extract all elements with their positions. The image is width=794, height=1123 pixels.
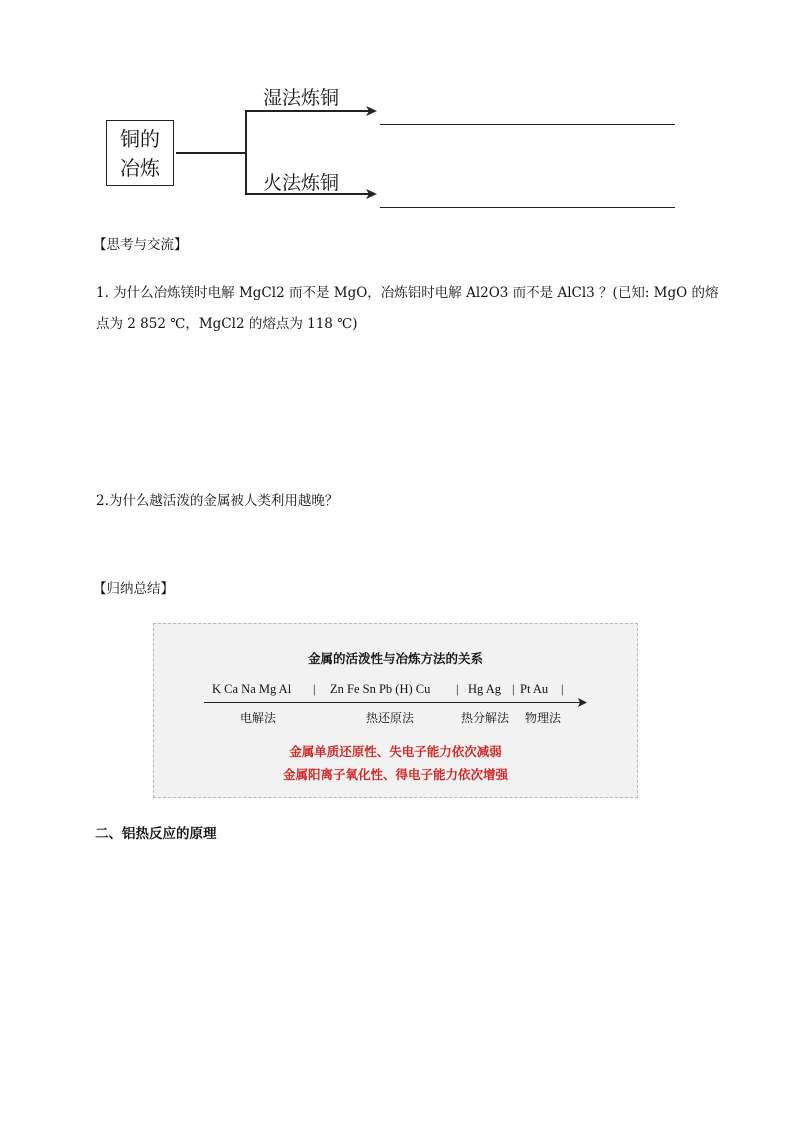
bottom-arrowhead-icon: [366, 188, 378, 200]
branch-label-wet: 湿法炼铜: [263, 87, 340, 109]
box-line-1: 铜的: [120, 127, 160, 151]
method-thermal-reduction: 热还原法: [366, 711, 415, 725]
section-2-heading: 二、铝热反应的原理: [95, 826, 217, 842]
question-1-line-1: 1. 为什么冶炼镁时电解 MgCl2 而不是 MgO，冶炼铝时电解 Al2O3 而不是 AlCl3 ？(已知: MgO 的熔: [96, 285, 719, 301]
summary-heading: 【归纳总结】: [93, 581, 174, 597]
metal-group-3: Hg Ag: [468, 682, 501, 696]
top-branch-line: [245, 110, 370, 112]
method-thermal-decomposition: 热分解法: [461, 711, 510, 725]
summary-title: 金属的活泼性与冶炼方法的关系: [307, 651, 483, 666]
separator-2: |: [456, 682, 459, 696]
answer-line-fire: [380, 207, 675, 208]
metal-group-1: K Ca Na Mg Al: [212, 682, 292, 696]
oxidizability-trend: 金属阳离子氧化性、得电子能力依次增强: [282, 767, 508, 782]
diagram-root-box: [106, 120, 174, 186]
connector-vertical: [245, 110, 247, 194]
separator-1: |: [313, 682, 316, 696]
answer-line-wet: [380, 124, 675, 125]
activity-axis-line: [204, 702, 582, 703]
metal-group-2: Zn Fe Sn Pb (H) Cu: [330, 682, 431, 696]
separator-4: |: [561, 682, 564, 696]
think-discuss-heading: 【思考与交流】: [93, 237, 188, 253]
connector-horizontal: [176, 152, 246, 154]
summary-box: [153, 623, 638, 798]
separator-3: |: [512, 682, 515, 696]
method-physical: 物理法: [525, 711, 562, 725]
metal-group-4: Pt Au: [520, 682, 549, 696]
box-line-2: 冶炼: [120, 156, 160, 180]
top-arrowhead-icon: [366, 105, 378, 117]
question-2: 2.为什么越活泼的金属被人类利用越晚？: [96, 493, 339, 509]
branch-label-fire: 火法炼铜: [263, 172, 340, 194]
method-electrolysis: 电解法: [240, 711, 277, 725]
activity-axis-arrow-icon: [578, 698, 588, 707]
question-1-line-2: 点为 2 852 ℃，MgCl2 的熔点为 118 ℃): [96, 316, 358, 332]
reducibility-trend: 金属单质还原性、失电子能力依次减弱: [289, 744, 502, 759]
copper-smelting-diagram: [100, 78, 700, 218]
